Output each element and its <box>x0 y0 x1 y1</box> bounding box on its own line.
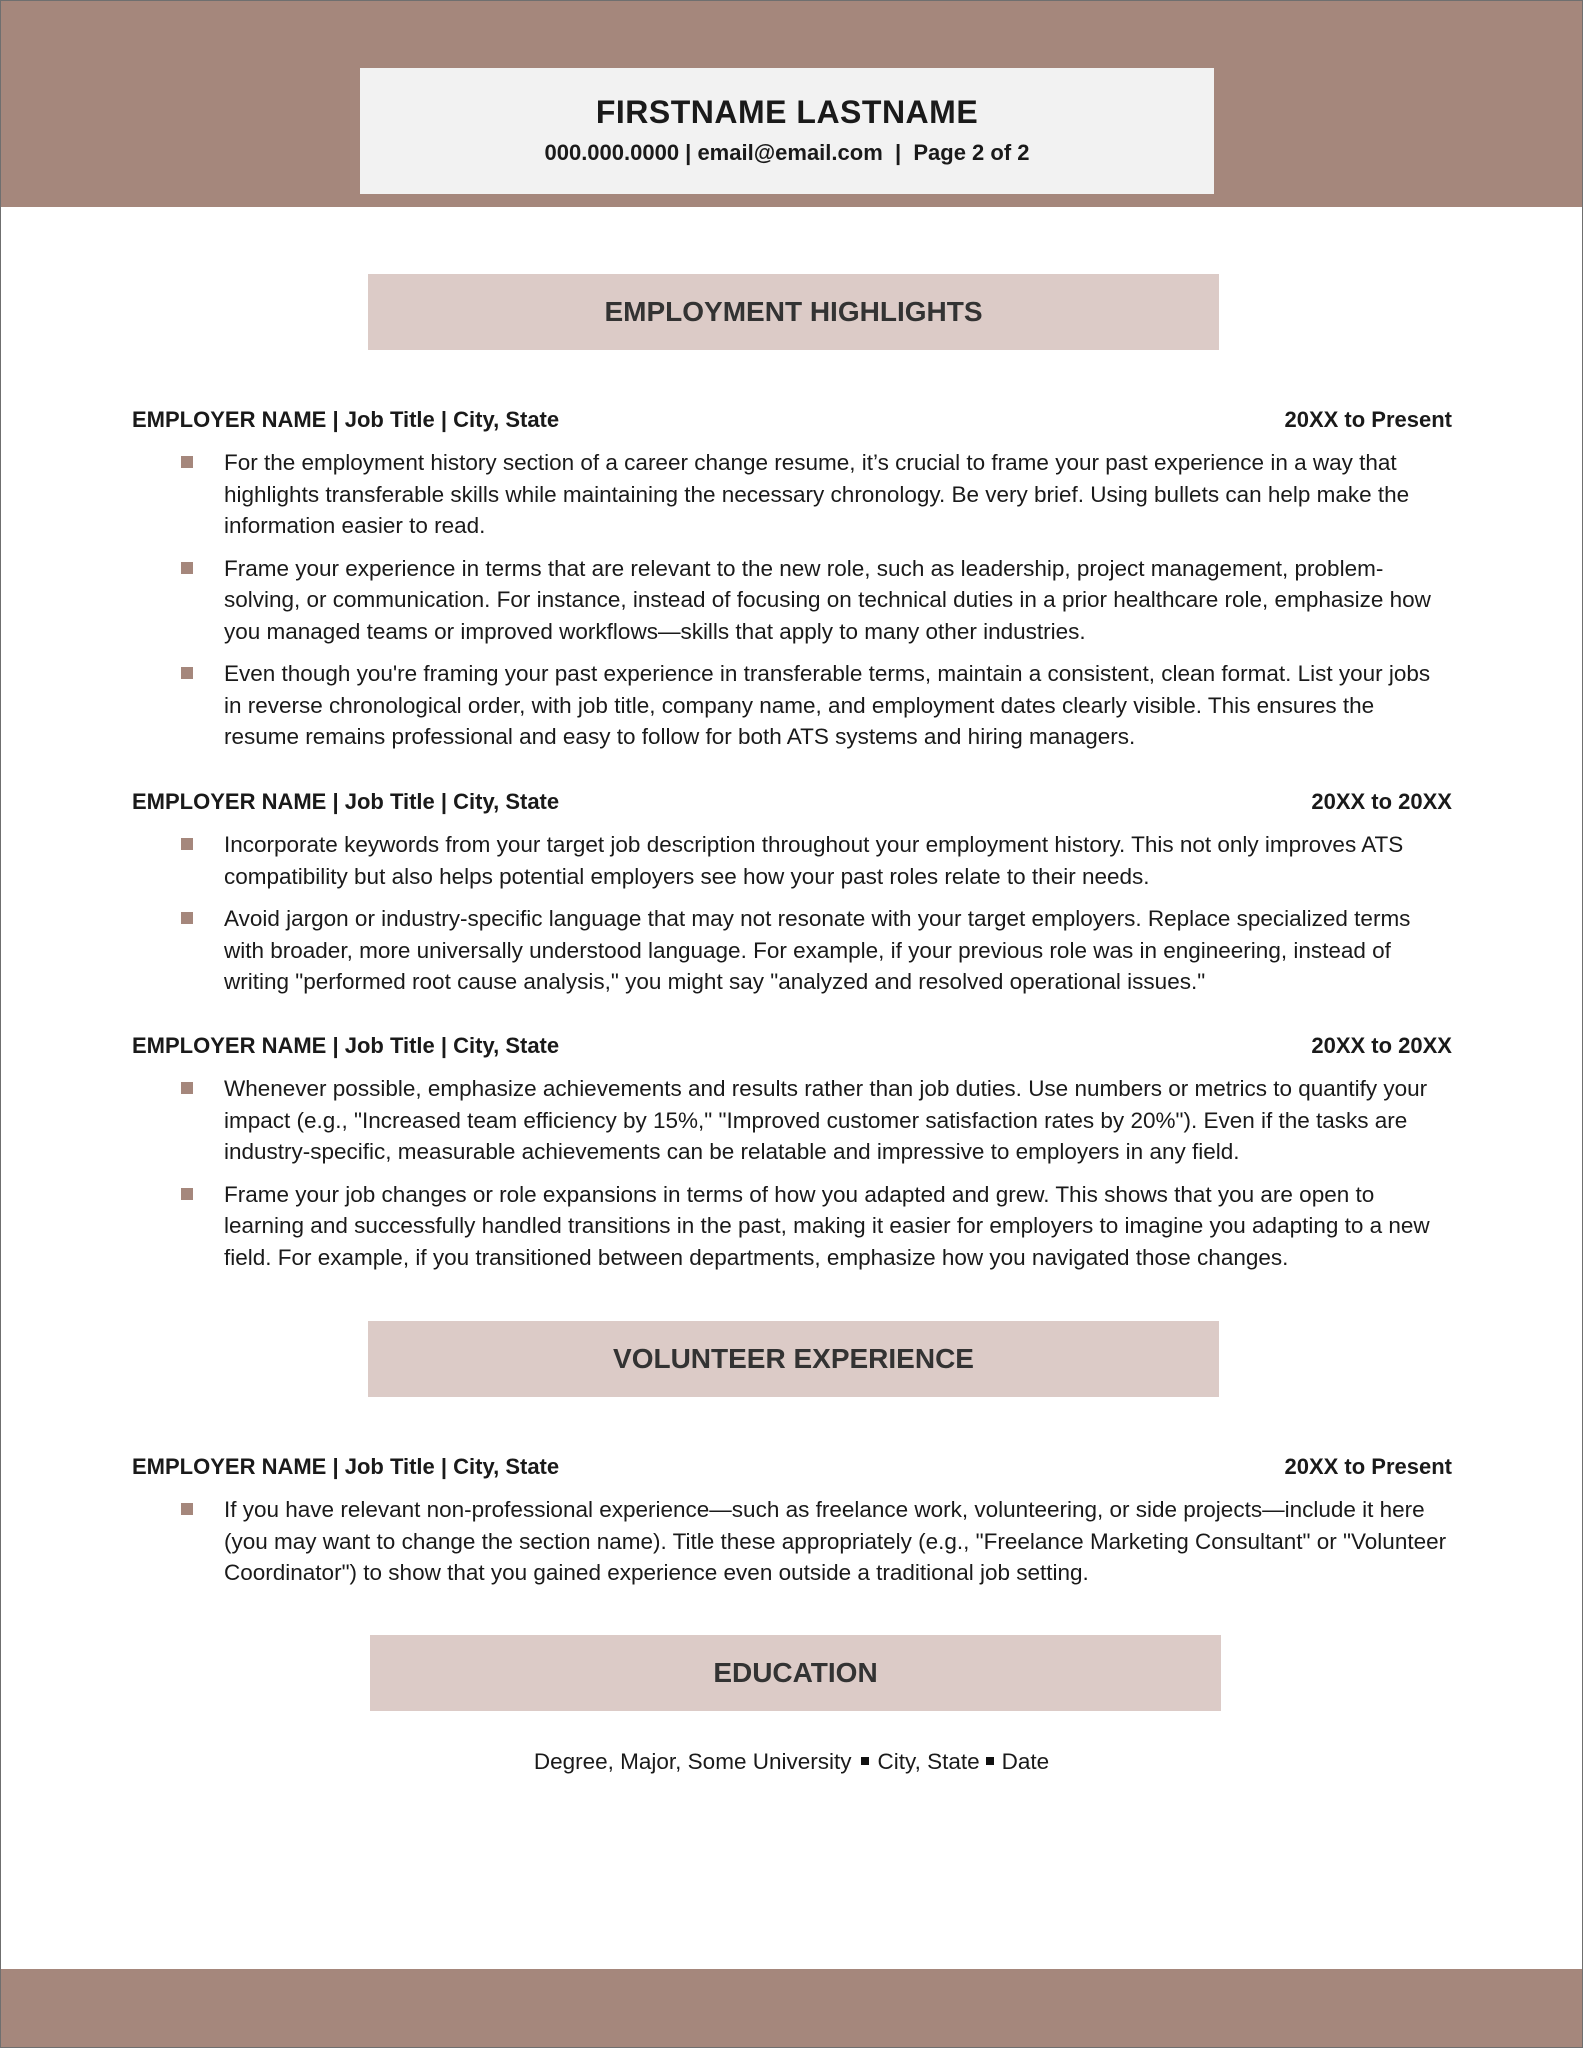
job-title-line: EMPLOYER NAME | Job Title | City, State <box>132 1033 560 1058</box>
job-heading <box>132 409 1452 431</box>
bullet-square-icon <box>181 912 193 924</box>
bullet-item: Avoid jargon or industry-specific language that may not resonate with your target employers. Replace specialized terms with broader, more universally understood language. For example, if your previous role was in engineering, instead of writing "performed root cause analysis," you might say "analyzed and resolved operational issues." <box>178 903 1450 998</box>
name-box <box>360 68 1214 194</box>
job-heading <box>132 791 1452 813</box>
bullet-item: Frame your job changes or role expansions in terms of how you adapted and grew. This shows that you are open to learning and successfully handled transitions in the past, making it easier for employers to imagine you adapting to a new field. For example, if you transitioned between departments, emphasize how you navigated those changes. <box>178 1179 1450 1274</box>
bullet-item: If you have relevant non-professional experience—such as freelance work, volunteering, or side projects—include it here (you may want to change the section name). Title these appropriately (e.g., "Freelance Marketing Consultant" or "Volunteer Coordinator") to show that you gained experience even outside a traditional job setting. <box>178 1494 1450 1589</box>
bullet-square-icon <box>181 1188 193 1200</box>
bullet-item: Even though you're framing your past experience in transferable terms, maintain a consistent, clean format. List your jobs in reverse chronological order, with job title, company name, and employment dates clearly visible. This ensures the resume remains professional and easy to follow for both ATS systems and hiring managers. <box>178 658 1450 753</box>
bullet-square-icon <box>181 1503 193 1515</box>
separator-square-icon <box>986 1757 994 1765</box>
education-location: City, State <box>877 1749 980 1774</box>
section-title: EDUCATION <box>713 1657 878 1688</box>
education-date: Date <box>1001 1749 1050 1774</box>
job-dates: 20XX to Present <box>1284 1454 1452 1479</box>
separator-square-icon <box>861 1757 869 1765</box>
job-dates: 20XX to 20XX <box>1311 789 1452 814</box>
job-title-line: EMPLOYER NAME | Job Title | City, State <box>132 1454 560 1479</box>
job-dates: 20XX to Present <box>1284 407 1452 432</box>
job-heading <box>132 1456 1452 1478</box>
section-education <box>370 1635 1221 1711</box>
section-title: VOLUNTEER EXPERIENCE <box>613 1343 974 1374</box>
bullet-square-icon <box>181 667 193 679</box>
bullet-square-icon <box>181 838 193 850</box>
bullet-square-icon <box>181 456 193 468</box>
bullet-item: Incorporate keywords from your target job description throughout your employment history. This not only improves ATS compatibility but also helps potential employers see how your past roles relate to their needs. <box>178 829 1450 892</box>
job-bullets <box>178 1073 1450 1284</box>
bullet-square-icon <box>181 562 193 574</box>
job-title-line: EMPLOYER NAME | Job Title | City, State <box>132 789 560 814</box>
job-heading <box>132 1035 1452 1057</box>
section-title: EMPLOYMENT HIGHLIGHTS <box>604 296 983 327</box>
bullet-square-icon <box>181 1082 193 1094</box>
job-bullets <box>178 447 1450 764</box>
bullet-item: Frame your experience in terms that are relevant to the new role, such as leadership, project management, problem-solving, or communication. For instance, instead of focusing on technical duties in a prior healthcare role, emphasize how you managed teams or improved workflows—skills that apply to many other industries. <box>178 553 1450 648</box>
education-line <box>0 1746 1583 1777</box>
contact-line: 000.000.0000 | email@email.com | Page 2 of 2 <box>544 140 1030 165</box>
job-bullets <box>178 1494 1450 1600</box>
section-employment-highlights <box>368 274 1219 350</box>
bullet-item: Whenever possible, emphasize achievements and results rather than job duties. Use numbers or metrics to quantify your impact (e.g., "Increased team efficiency by 15%," "Improved customer satisfaction rates by 20%"). Even if the tasks are industry-specific, measurable achievements can be relatable and impressive to employers in any field. <box>178 1073 1450 1168</box>
job-dates: 20XX to 20XX <box>1311 1033 1452 1058</box>
candidate-name: FIRSTNAME LASTNAME <box>595 94 979 130</box>
job-title-line: EMPLOYER NAME | Job Title | City, State <box>132 407 560 432</box>
education-degree: Degree, Major, Some University <box>533 1749 852 1774</box>
bullet-item: For the employment history section of a career change resume, it’s crucial to frame your past experience in a way that highlights transferable skills while maintaining the necessary chronology. Be very brief. Using bullets can help make the information easier to read. <box>178 447 1450 542</box>
footer-band <box>0 1969 1583 2048</box>
section-volunteer-experience <box>368 1321 1219 1397</box>
job-bullets <box>178 829 1450 1009</box>
